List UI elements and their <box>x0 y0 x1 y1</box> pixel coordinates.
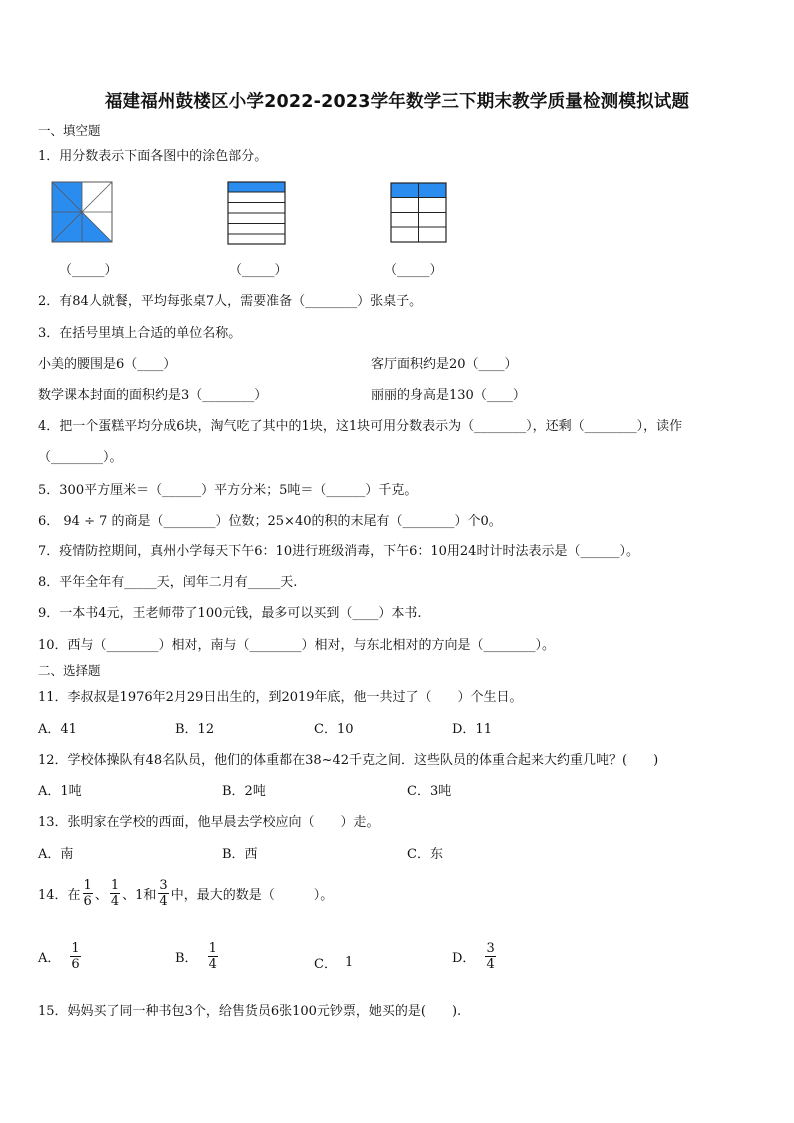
figure-3-grid <box>390 182 448 244</box>
fraction-numerator: 1 <box>83 878 92 893</box>
q3-item-living-room: 客厅面积约是20（____） <box>371 357 518 372</box>
question-6: 6． 94 ÷ 7 的商是（________）位数；25×40的积的末尾有（________）个0。 <box>38 514 502 529</box>
question-3: 3．在括号里填上合适的单位名称。 <box>38 326 242 341</box>
question-4-line2: （________）。 <box>38 450 123 465</box>
fraction-denominator: 6 <box>83 894 92 909</box>
question-14 <box>38 878 333 909</box>
q13-option-c[interactable]: C．东 <box>407 847 443 862</box>
q14-fraction-3 <box>158 878 168 909</box>
option-label: B． <box>175 951 198 966</box>
q11-option-b[interactable]: B．12 <box>175 722 215 737</box>
figure-2-strips <box>227 181 287 245</box>
question-8: 8．平年全年有_____天，闰年二月有_____天. <box>38 575 298 590</box>
question-7: 7．疫情防控期间，真州小学每天下午6：10进行班级消毒，下午6：10用24时计时法表示是（______）。 <box>38 544 639 559</box>
fraction-numerator: 1 <box>208 941 217 956</box>
q14-fraction-2 <box>110 878 120 909</box>
q14-prefix: 14．在 <box>38 888 81 903</box>
question-4-line1: 4．把一个蛋糕平均分成6块，淘气吃了其中的1块，这1块可用分数表示为（________），还剩（________），读作 <box>38 419 683 434</box>
question-11: 11．李叔叔是1976年2月29日出生的，到2019年底，他一共过了（ ）个生日。 <box>38 690 523 705</box>
q11-option-d[interactable]: D．11 <box>452 722 492 737</box>
q1-answer-1[interactable]: （_____） <box>59 263 118 278</box>
q1-answer-2[interactable]: （_____） <box>229 263 288 278</box>
fraction-denominator: 6 <box>71 957 80 972</box>
section-fill-heading: 一、填空题 <box>38 123 101 138</box>
q11-option-a[interactable]: A．41 <box>38 722 77 737</box>
option-value: 1 <box>344 955 354 970</box>
q3-item-book-cover: 数学课本封面的面积约是3（________） <box>38 388 268 403</box>
q1-answer-3[interactable]: （_____） <box>384 263 443 278</box>
option-fraction <box>485 941 495 972</box>
q12-option-b[interactable]: B．2吨 <box>222 784 266 799</box>
question-5: 5．300平方厘米＝（______）平方分米；5吨＝（______）千克。 <box>38 483 418 498</box>
q3-item-waist: 小美的腰围是6（____） <box>38 357 177 372</box>
question-1: 1．用分数表示下面各图中的涂色部分。 <box>38 149 268 164</box>
option-label: A． <box>38 951 61 966</box>
fraction-denominator: 4 <box>486 957 495 972</box>
option-fraction <box>208 941 218 972</box>
q14-option-b[interactable] <box>175 941 220 972</box>
q14-option-a[interactable] <box>38 941 83 972</box>
q12-option-c[interactable]: C．3吨 <box>407 784 452 799</box>
question-10: 10．西与（________）相对，南与（________）相对，与东北相对的方向是（________）。 <box>38 638 556 653</box>
option-label: D． <box>452 951 476 966</box>
q12-option-a[interactable]: A．1吨 <box>38 784 82 799</box>
q14-suffix: 中，最大的数是（ ）。 <box>170 888 334 903</box>
question-13: 13．张明家在学校的西面，他早晨去学校应向（ ）走。 <box>38 815 380 830</box>
question-12: 12．学校体操队有48名队员，他们的体重都在38~42千克之间．这些队员的体重合起来大约重几吨？( ) <box>38 753 659 768</box>
fraction-numerator: 1 <box>110 878 120 893</box>
fraction-denominator: 4 <box>159 894 168 909</box>
q3-item-height: 丽丽的身高是130（____） <box>371 388 526 403</box>
fraction-numerator: 1 <box>71 941 80 956</box>
q14-option-c[interactable] <box>314 953 353 972</box>
option-label: C． <box>314 957 337 972</box>
q13-option-b[interactable]: B．西 <box>222 847 258 862</box>
question-2: 2．有84人就餐，平均每张桌7人，需要准备（________）张桌子。 <box>38 294 423 309</box>
question-9: 9．一本书4元，王老师带了100元钱，最多可以买到（____）本书. <box>38 606 422 621</box>
q13-option-a[interactable]: A．南 <box>38 847 74 862</box>
fraction-denominator: 4 <box>110 894 120 909</box>
question-15: 15．妈妈买了同一种书包3个，给售货员6张100元钞票，她买的是( ). <box>38 1004 462 1019</box>
page-title: 福建福州鼓楼区小学2022-2023学年数学三下期末教学质量检测模拟试题 <box>104 92 690 112</box>
figure-1-square <box>51 181 113 243</box>
fraction-numerator: 3 <box>486 941 495 956</box>
q14-separator-1: 、 <box>94 888 108 903</box>
q14-separator-2: 、1和 <box>122 888 157 903</box>
q11-option-c[interactable]: C．10 <box>314 722 354 737</box>
fraction-denominator: 4 <box>208 957 217 972</box>
fraction-numerator: 3 <box>159 878 168 893</box>
q14-option-d[interactable] <box>452 941 498 972</box>
section-choice-heading: 二、选择题 <box>38 663 101 678</box>
option-fraction <box>70 941 80 972</box>
q14-fraction-1 <box>83 878 93 909</box>
